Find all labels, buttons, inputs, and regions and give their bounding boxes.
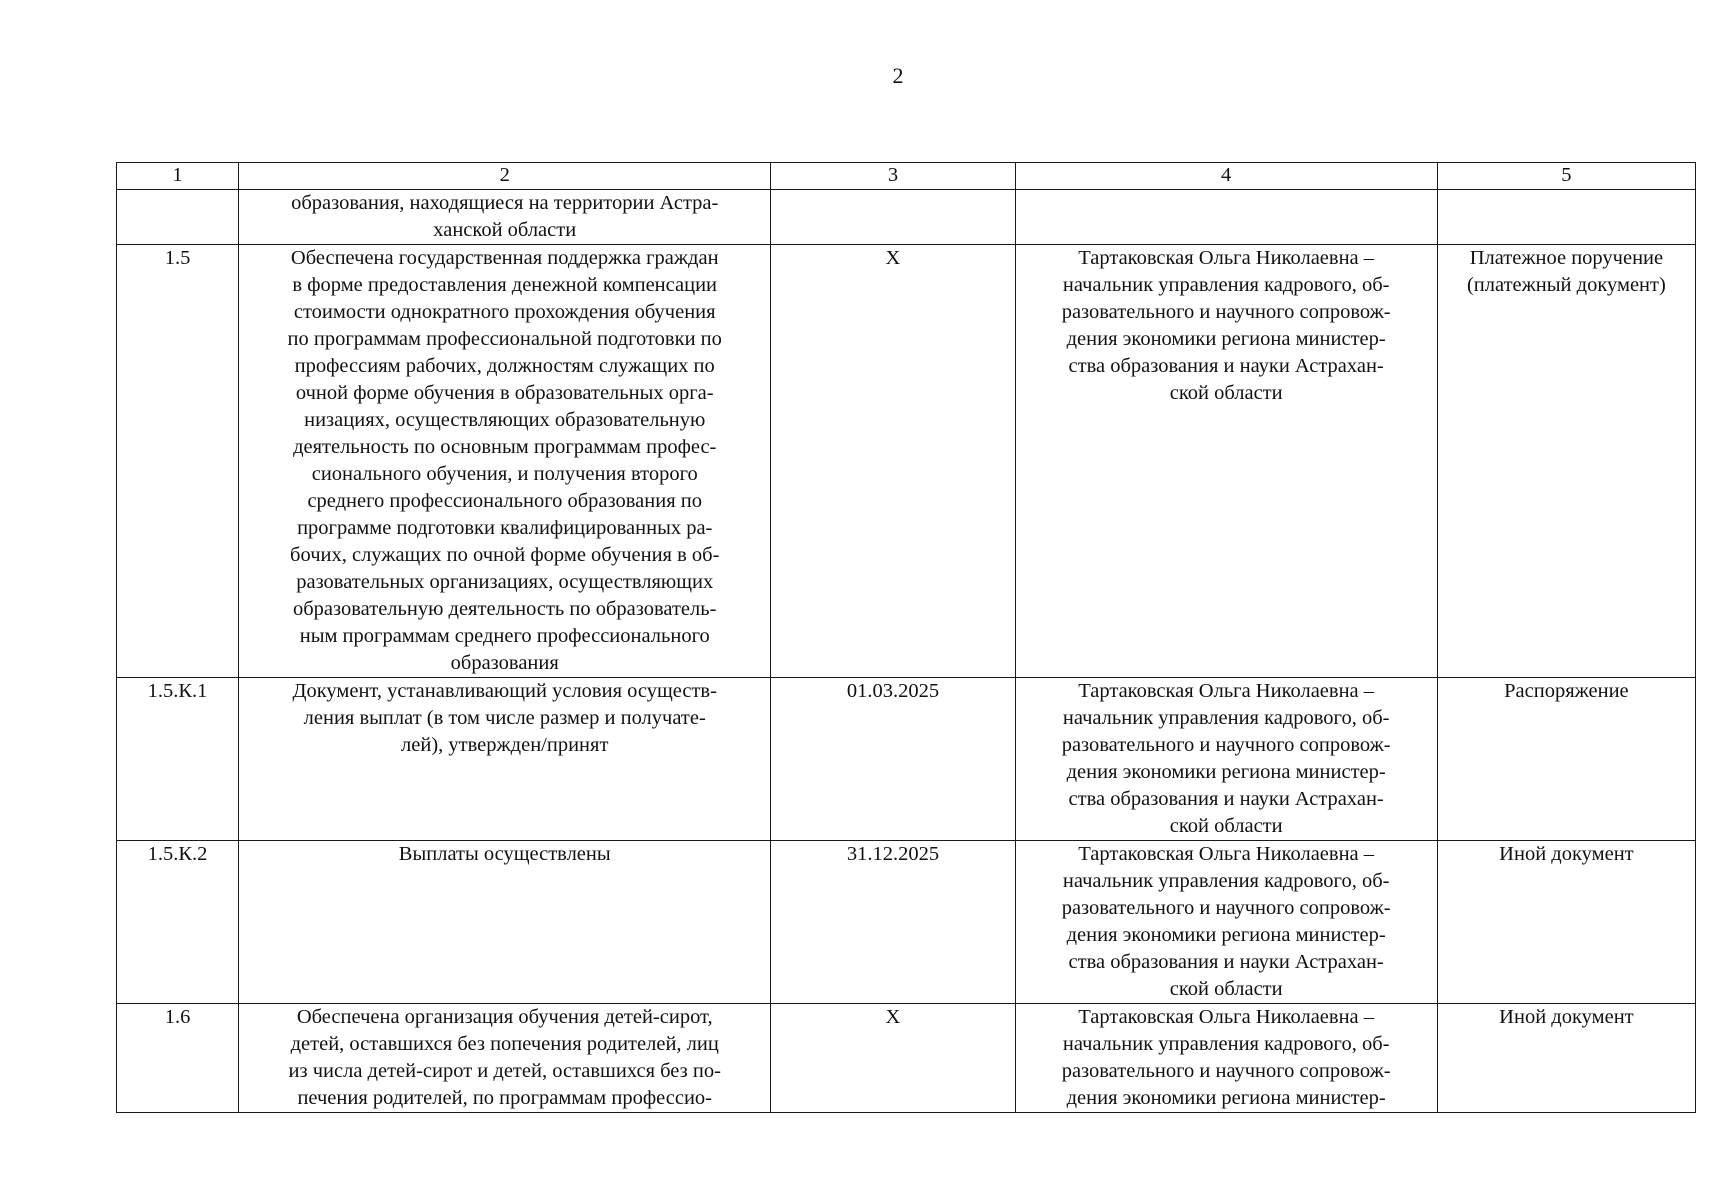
- row-description: Обеспечена государственная поддержка граждан в форме предоставления денежной компенсации стоимости однократного прохождения обучения по программам профессиональной подготовки по профессиям рабочих, должностям служащих по очной форме обучения в образовательных орга- низациях, осуществляющих образовательную деятельность по основным программам профес- сионального обучения, и получения второго среднего профессионального образования по программе подготовки квалифицированных ра- бочих, служащих по очной форме обучения в об- разовательных организациях, осуществляющих образовательную деятельность по образователь- ным программам среднего профессионального образования: [287, 247, 722, 674]
- row-document: Распоряжение: [1504, 680, 1629, 702]
- row-number: 1.5: [164, 247, 191, 269]
- row-deadline: 01.03.2025: [846, 680, 940, 702]
- row-deadline-cell: [771, 1004, 1015, 1113]
- row-document-cell: [1437, 841, 1695, 1004]
- table-row: [117, 1004, 1696, 1113]
- table-header: [117, 163, 1696, 190]
- row-deadline: Х: [885, 1006, 901, 1028]
- row-document: Иной документ: [1499, 843, 1634, 865]
- row-responsible-cell: [1015, 190, 1437, 245]
- table-row: [117, 190, 1696, 245]
- table-row: [117, 678, 1696, 841]
- row-number-cell: [117, 841, 239, 1004]
- header-col-2: 2: [239, 163, 771, 190]
- row-number-cell: [117, 678, 239, 841]
- row-document: Платежное поручение (платежный документ): [1466, 247, 1666, 296]
- header-col-4: 4: [1015, 163, 1437, 190]
- row-description-cell: [239, 678, 771, 841]
- row-number-cell: [117, 1004, 239, 1113]
- header-row: [117, 163, 1696, 190]
- row-document-cell: [1437, 678, 1695, 841]
- row-document-cell: [1437, 245, 1695, 678]
- row-responsible: Тартаковская Ольга Николаевна – начальник управления кадрового, об- разовательного и научного сопровож- дения экономики региона министер-: [1061, 1006, 1391, 1109]
- row-deadline: Х: [885, 247, 901, 269]
- row-responsible-cell: [1015, 245, 1437, 678]
- row-description: Обеспечена организация обучения детей-сирот, детей, оставшихся без попечения родителей, лиц из числа детей-сирот и детей, оставшихся без по- печения родителей, по программам профессио-: [288, 1006, 721, 1109]
- row-responsible-cell: [1015, 1004, 1437, 1113]
- row-deadline: 31.12.2025: [846, 843, 940, 865]
- table-body: [117, 190, 1696, 1113]
- row-description-cell: [239, 245, 771, 678]
- header-col-1: 1: [117, 163, 239, 190]
- row-description-cell: [239, 1004, 771, 1113]
- row-responsible: Тартаковская Ольга Николаевна – начальник управления кадрового, об- разовательного и научного сопровож- дения экономики региона министер- ства образования и науки Астрахан- ской области: [1061, 247, 1391, 404]
- row-number: 1.5.К.2: [147, 843, 208, 865]
- table-row: [117, 841, 1696, 1004]
- row-responsible-cell: [1015, 678, 1437, 841]
- row-number-cell: [117, 190, 239, 245]
- plan-table: [116, 162, 1696, 1113]
- row-description-cell: [239, 190, 771, 245]
- header-col-5: 5: [1437, 163, 1695, 190]
- row-description-cell: [239, 841, 771, 1004]
- row-deadline-cell: [771, 841, 1015, 1004]
- row-deadline-cell: [771, 678, 1015, 841]
- header-col-3: 3: [771, 163, 1015, 190]
- row-number: 1.6: [164, 1006, 191, 1028]
- row-description: Выплаты осуществлены: [398, 843, 611, 865]
- row-deadline-cell: [771, 190, 1015, 245]
- row-responsible: Тартаковская Ольга Николаевна – начальник управления кадрового, об- разовательного и научного сопровож- дения экономики региона министер- ства образования и науки Астрахан- ской области: [1061, 843, 1391, 1000]
- row-number-cell: [117, 245, 239, 678]
- row-deadline-cell: [771, 245, 1015, 678]
- page-number: 2: [892, 63, 904, 88]
- row-description: образования, находящиеся на территории Астра- ханской области: [291, 192, 719, 241]
- row-description: Документ, устанавливающий условия осуществ- ления выплат (в том числе размер и получате- лей), утвержден/принят: [292, 680, 717, 756]
- row-responsible-cell: [1015, 841, 1437, 1004]
- row-responsible: Тартаковская Ольга Николаевна – начальник управления кадрового, об- разовательного и научного сопровож- дения экономики региона министер- ства образования и науки Астрахан- ской области: [1061, 680, 1391, 837]
- row-number: 1.5.К.1: [147, 680, 208, 702]
- row-document: Иной документ: [1499, 1006, 1634, 1028]
- table-row: [117, 245, 1696, 678]
- row-document-cell: [1437, 1004, 1695, 1113]
- row-document-cell: [1437, 190, 1695, 245]
